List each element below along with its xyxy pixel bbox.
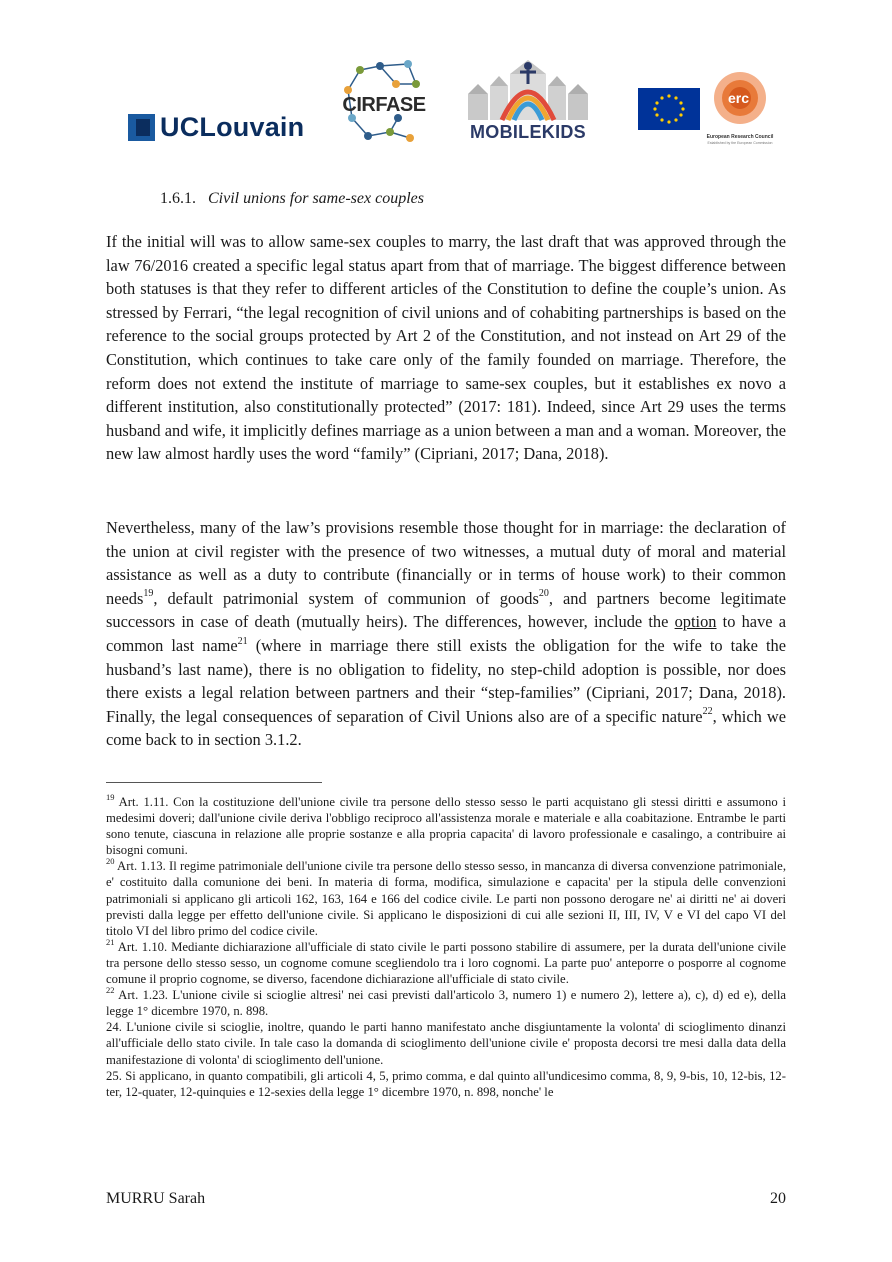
footnote-divider — [106, 782, 322, 783]
erc-label: European Research Council — [706, 134, 774, 140]
paragraph-text: , which we come back to in section 3.1.2. — [106, 706, 786, 750]
cirfase-logo — [338, 56, 430, 148]
paragraph-text: , default patrimonial system of communion of goods — [153, 588, 539, 608]
paragraph-text: , and partners become legitimate successors in case of death (mutually heirs). The differences, however, include the — [106, 588, 786, 632]
body-paragraph-1: If the initial will was to allow same-sex couples to marry, the last draft that was approved through the law 76/2016 created a specific legal status apart from that of marriage. The biggest difference between both statuses is that they refer to different articles of the Constitution to define the couple’s union. As stressed by Ferrari, “the legal recognition of civil unions and of cohabiting partnerships is based on the reference to the social groups protected by Art 2 of the Constitution, and not instead on Art 29 of the Constitution, which continues to take care only of the family founded on marriage. Therefore, the reform does not extend the institute of marriage to same-sex couples, but it establishes ex novo a different institution, also constitutionally protected” (2017: 181). Indeed, since Art 29 uses the terms husband and wife, it implicitly defines marriage as a union between a man and a woman. Moreover, the new law almost hardly uses the word “family” (Cipriani, 2017; Dana, 2018). — [106, 232, 786, 464]
footnote-text: Art. 1.13. Il regime patrimoniale dell'unione civile tra persone dello stesso sesso, in mancanza di diversa convenzione patrimoniale, e' costituito dalla comunione dei beni. In materia di forma, modifica, simulazione e capacita' per la stipula delle convenzioni patrimoniali si applicano gli articoli 162, 163, 164 e 166 del codice civile. Le parti non possono derogare ne' ai diritti ne' ai doveri previsti dalla legge per effetto dell'unione civile. Si applicano le disposizioni di cui alle sezioni II, III, IV, V e VI del capo VI del titolo VI del libro primo del codice civile. — [106, 859, 786, 938]
houses-rainbow-icon — [458, 54, 598, 124]
footnote-25 — [106, 1068, 786, 1100]
footnote-number: 22 — [106, 984, 115, 995]
erc-sublabel: Established by the European Commission — [707, 141, 773, 145]
body-paragraph-2 — [106, 516, 786, 752]
cirfase-wordmark: CIRFASE — [342, 94, 426, 116]
paragraph-text: Nevertheless, many of the law’s provisions resemble those thought for in marriage: the declaration of the union at civil register with the presence of two witnesses, a mutual duty of moral and material assistance as well as a duty to contribute (financially or in terms of house work) to their common needs — [106, 518, 786, 608]
footnote-ref-20[interactable]: 20 — [538, 588, 549, 600]
erc-logo — [704, 70, 776, 150]
mobilekids-wordmark: MOBILEKIDS — [469, 122, 586, 142]
footnote-number: 19 — [106, 791, 115, 802]
uclouvain-wordmark: UCLouvain — [160, 111, 305, 142]
footnote-21 — [106, 936, 786, 987]
mobilekids-logo — [458, 54, 598, 146]
footnote-ref-19[interactable]: 19 — [143, 588, 154, 600]
footnote-number: 20 — [106, 856, 115, 867]
underlined-word: option — [674, 612, 717, 632]
section-title: Civil unions for same-sex couples — [208, 190, 424, 207]
paragraph-text: (where in marriage there still exists the obligation for the wife to take the husband’s last name), there is no obligation to fidelity, no step-child adoption is possible, nor does there exists a legal relation between partners and their “step-families” (Cipriani, 2017; Dana, 2018). Finally, the legal consequences of separation of Civil Unions also are of a specific nature — [106, 635, 786, 726]
footnote-22 — [106, 984, 786, 1019]
footnotes — [106, 791, 786, 1100]
footnote-text: Art. 1.10. Mediante dichiarazione all'ufficiale di stato civile le parti possono stabilire di assumere, per la durata dell'unione civile tra persone dello stesso sesso, un cognome comune scegliendolo tra i loro cognomi. La parte puo' anteporre o posporre al cognome comune il proprio cognome, se diverso, facendone dichiarazione all'ufficiale di stato civile. — [106, 939, 786, 987]
footnote-text: 24. L'unione civile si scioglie, inoltre, quando le parti hanno manifestato anche disgiuntamente la volonta' di scioglimento dinanzi all'ufficiale dello stato civile. In tale caso la domanda di scioglimento dell'unione civile e' proposta decorsi tre mesi dalla data della manifestazione di volonta' di scioglimento dell'unione. — [106, 1020, 786, 1067]
paragraph-text: to have a common last name — [106, 612, 787, 655]
section-number: 1.6.1. — [160, 190, 196, 207]
footnote-24 — [106, 1019, 786, 1067]
footnote-19 — [106, 791, 786, 858]
uclouvain-logo — [128, 112, 304, 142]
section-heading — [160, 190, 424, 208]
footnote-text: 25. Si applicano, in quanto compatibili, gli articoli 4, 5, primo comma, e dal quinto all'undicesimo comma, 8, 9, 9-bis, 10, 12-bis, 12-ter, 12-quater, 12-quinquies e 12-sexies della legge 1° dicembre 1970, n. 898, nonche' le — [106, 1068, 786, 1099]
footnote-number: 21 — [106, 936, 115, 947]
footnote-ref-22[interactable]: 22 — [702, 706, 713, 718]
logo-bar — [0, 50, 892, 160]
erc-letters: erc — [728, 90, 750, 106]
footnote-text: Art. 1.23. L'unione civile si scioglie altresi' nei casi previsti dall'articolo 3, numero 1) e numero 2), lettere a), c), d) ed e), della legge 1° dicembre 1970, n. 898. — [106, 988, 786, 1019]
footnote-ref-21[interactable]: 21 — [237, 635, 248, 647]
page-number: 20 — [770, 1190, 786, 1207]
footnote-text: Art. 1.11. Con la costituzione dell'unione civile tra persone dello stesso sesso le parti acquistano gli stessi diritti e assumono i medesimi doveri; dall'unione civile deriva l'obbligo reciproco all'assistenza morale e materiale e alla coabitazione. Entrambe le parti sono tenute, ciascuna in relazione alle proprie sostanze e alla propria capacita' di lavoro professionale e casalingo, a contribuire ai bisogni comuni. — [106, 795, 786, 858]
footer-author: MURRU Sarah — [106, 1190, 206, 1207]
eu-flag-icon — [638, 88, 700, 130]
uclouvain-mark-icon — [128, 114, 155, 141]
footnote-20 — [106, 858, 786, 938]
